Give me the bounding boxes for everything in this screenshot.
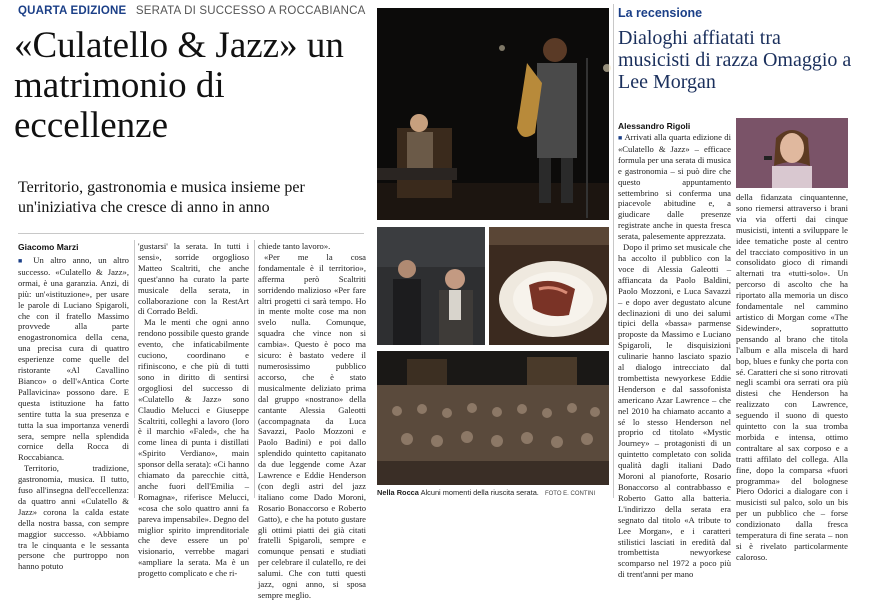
audience-photo	[377, 351, 609, 485]
article-paragraph: 'gustarsi' la serata. In tutti i sensi», sorride orgoglioso Matteo Scaltriti, che anche quest'anno ha curato la parte musicale della serata, in collaborazione con la RestArt di Corrado Beldì.	[138, 241, 249, 317]
paragraph-marker-icon: ■	[618, 134, 623, 142]
musicians-photo	[377, 227, 485, 345]
article-paragraph: Territorio, tradizione, gastronomia, musica. Il tutto, fuso all'insegna dell'eccellenza: da quattro anni «Culatello & Jazz» corona la calda estate della nostra bassa, con sempre maggior successo. «Abbiamo tra le cinquanta e le sessanta persone che purtroppo non hanno potuto	[18, 463, 129, 572]
review-paragraph: Dopo il primo set musicale che ha accolto il pubblico con la voce di Alessia Galeotti – affiancata da Paolo Baldini, Paolo Mozzoni, e Luca Savazzi – e dopo aver degustato alcune declinazioni di uno dei salumi tipici della «bassa» parmense proposte da Massimo e Luciano Spigaroli, le disquisizioni culinarie hanno lasciato spazio al dialogo intrecciato dal trombettista newyorkese Eddie Henderson e dal sassofonista americano Azar Lawrence – che nel 2010 ha chiamato accanto a sé lo stesso Henderson nel proprio cd titolato «Mystic Journey» – protagonisti di un quintetto completato con solida qualità dagli italiani Dado Moroni al pianoforte, Rosario Bonaccorso al contrabbasso e Roberto Gatto alla batteria. L'indirizzo della serata era segnato dal titolo «A tribute to Lee Morgan», e i caratteri stilistici lasciati in eredità dal trombettista newyorkese scomparso nel 1972 a poco più di trent'anni per mano	[618, 242, 731, 580]
article-column-3	[258, 241, 366, 600]
review-byline: Alessandro Rigoli	[618, 121, 691, 131]
photo-credit: FOTO E. CONTINI	[544, 491, 596, 497]
review-text: Arrivati alla quarta edizione di «Culatello & Jazz» – efficace formula per una serata di musica e gastronomia – si può dire che questo appuntamento settembrino si conferma una piacevole abitudine e, a giudicare dalle presenze registrate anche in questa fresca serata, palesemente apprezzata.	[618, 132, 731, 242]
headline: «Culatello & Jazz» un matrimonio di eccellenze	[14, 25, 344, 146]
column-divider	[254, 240, 255, 498]
review-paragraph	[618, 132, 731, 242]
article-paragraph	[18, 255, 129, 463]
review-title: Dialoghi affiatati tra musicisti di razza Omaggio a Lee Morgan	[618, 27, 852, 93]
section-label	[18, 5, 365, 17]
culatello-dish-photo	[489, 227, 609, 345]
paragraph-marker-icon: ■	[18, 257, 27, 265]
subhead: Territorio, gastronomia e musica insieme per un'iniziativa che cresce di anno in anno	[18, 179, 305, 216]
caption-text: Alcuni momenti della riuscita serata.	[420, 488, 539, 497]
review-column-1	[618, 132, 731, 580]
column-divider	[134, 240, 135, 498]
singer-photo	[736, 118, 848, 188]
review-label: La recensione	[618, 6, 703, 20]
article-text: Un altro anno, un altro successo. «Culatello & Jazz», ormai, è una garanzia. Anzi, di più: un'«istituzione», per usare le parole di Luciano Spigaroli, che con il fratello Massimo provvede alla parte enogastronomica della cena, una precisa cura di quattro esperienze come quelle del ristorante «Al Cavallino Bianco» o dell'«Antica Corte Pallavicina» possono dare. E questa istituzione ha fatto sentire tutta la sua presenza e tutta la sua importanza venerdì sera, sempre nella splendida cornice della Rocca di Roccabianca.	[18, 255, 129, 463]
divider	[18, 233, 364, 234]
section-divider	[613, 4, 614, 498]
article-column-1	[18, 255, 129, 572]
review-column-2	[736, 192, 848, 562]
review-paragraph: della fidanzata cinquantenne, sono riemersi attraverso i brani via via offerti dai cinque musicisti, intenti a sviluppare le idee tematiche poste al centro del tracciato compositivo in un consolidato gioco di rimandi alternati tra «tutti-solo». Un percorso di ascolto che ha riportato alla memoria un disco fondamentale nel cammino artistico di Morgan come «The Sidewinder», soprattutto pensando al brano che titola l'album e alla miscela di hard bop, blues e funky che porta con sé. Caratteri che si sono ritrovati negli scambi ora serrati ora più distesi che Henderson ha realizzato con Lawrence, seguendo il suono di questo quintetto con la sua tromba morbida e intensa, ottimo contraltare al sax corposo e a tratti affilato del collega. Alla fine, dopo la comparsa «fuori programma» del bolognese Piero Odorici a dialogare con i musicisti sul palco, solo un bis per un pubblico che – forse condizionato dalla fresca temperatura di fine serata – non si è rivelato particolarmente caloroso.	[736, 192, 848, 562]
section-tagline: SERATA DI SUCCESSO A ROCCABIANCA	[135, 5, 366, 17]
article-paragraph: Ma le menti che ogni anno rendono possibile questo grande evento, che infaticabilmente cuciono, coordinano e rifiniscono, e che più di tutti sono in diritto di sentirsi orgogliosi del successo di «Culatello & Jazz» sono Claudio Melucci e Giuseppe Scaltriti, colleghi a lavoro (loro è il marchio «Faled», che ha come linea di punta i distillati «Spirito Verdiano», main sponsor della serata): «Ci hanno chiamato da parecchie città, anche fuori dell'Emilia – Romagna», riferisce Melucci, «cosa che solo quattro anni fa pareva impensabile». Degno del miglior spirito imprenditoriale che deve essere un po' visionario, verrebbe magari «ampliare la serata. Ma è un progetto complicato e che ri-	[138, 317, 249, 579]
photo-caption	[377, 488, 609, 497]
concert-stage-photo	[377, 8, 609, 220]
byline: Giacomo Marzi	[18, 242, 79, 252]
article-paragraph: chiede tanto lavoro».	[258, 241, 331, 251]
article-paragraph: «Per me la cosa fondamentale è il territorio», afferma però Scaltriti sorridendo malizioso «Per fare altri progetti ci sarà tempo. Ho in mente molte cose ma non svelo nulla. Comunque, squadra che vince non si cambia». Questo è poco ma sicuro: è bastato vedere il numerosissimo pubblico accorso, che è stato musicalmente deliziato prima dal gruppo «nostrano» della cantante Alessia Galeotti (accompagnata da Luca Savazzi, Paolo Mozzoni e Paolo Badini) e poi dallo splendido quintetto capitanato da due leggende come Azar Lawrence e Eddie Henderson (con degli astri del jazz italiano come Dado Moroni, Rosario Bonaccorso e Roberto Gatto), e che ha potuto gustare gli ottimi piatti dei già citati fratelli Spigaroli, sempre e comunque pensati e studiati per celebrare il culatello, re dei salumi. Che con tutti questi jazz, ogni anno, si sposa sempre meglio.	[258, 251, 366, 600]
caption-place: Nella Rocca	[377, 488, 419, 497]
edition-label: QUARTA EDIZIONE	[18, 5, 127, 17]
article-column-2	[138, 241, 249, 579]
